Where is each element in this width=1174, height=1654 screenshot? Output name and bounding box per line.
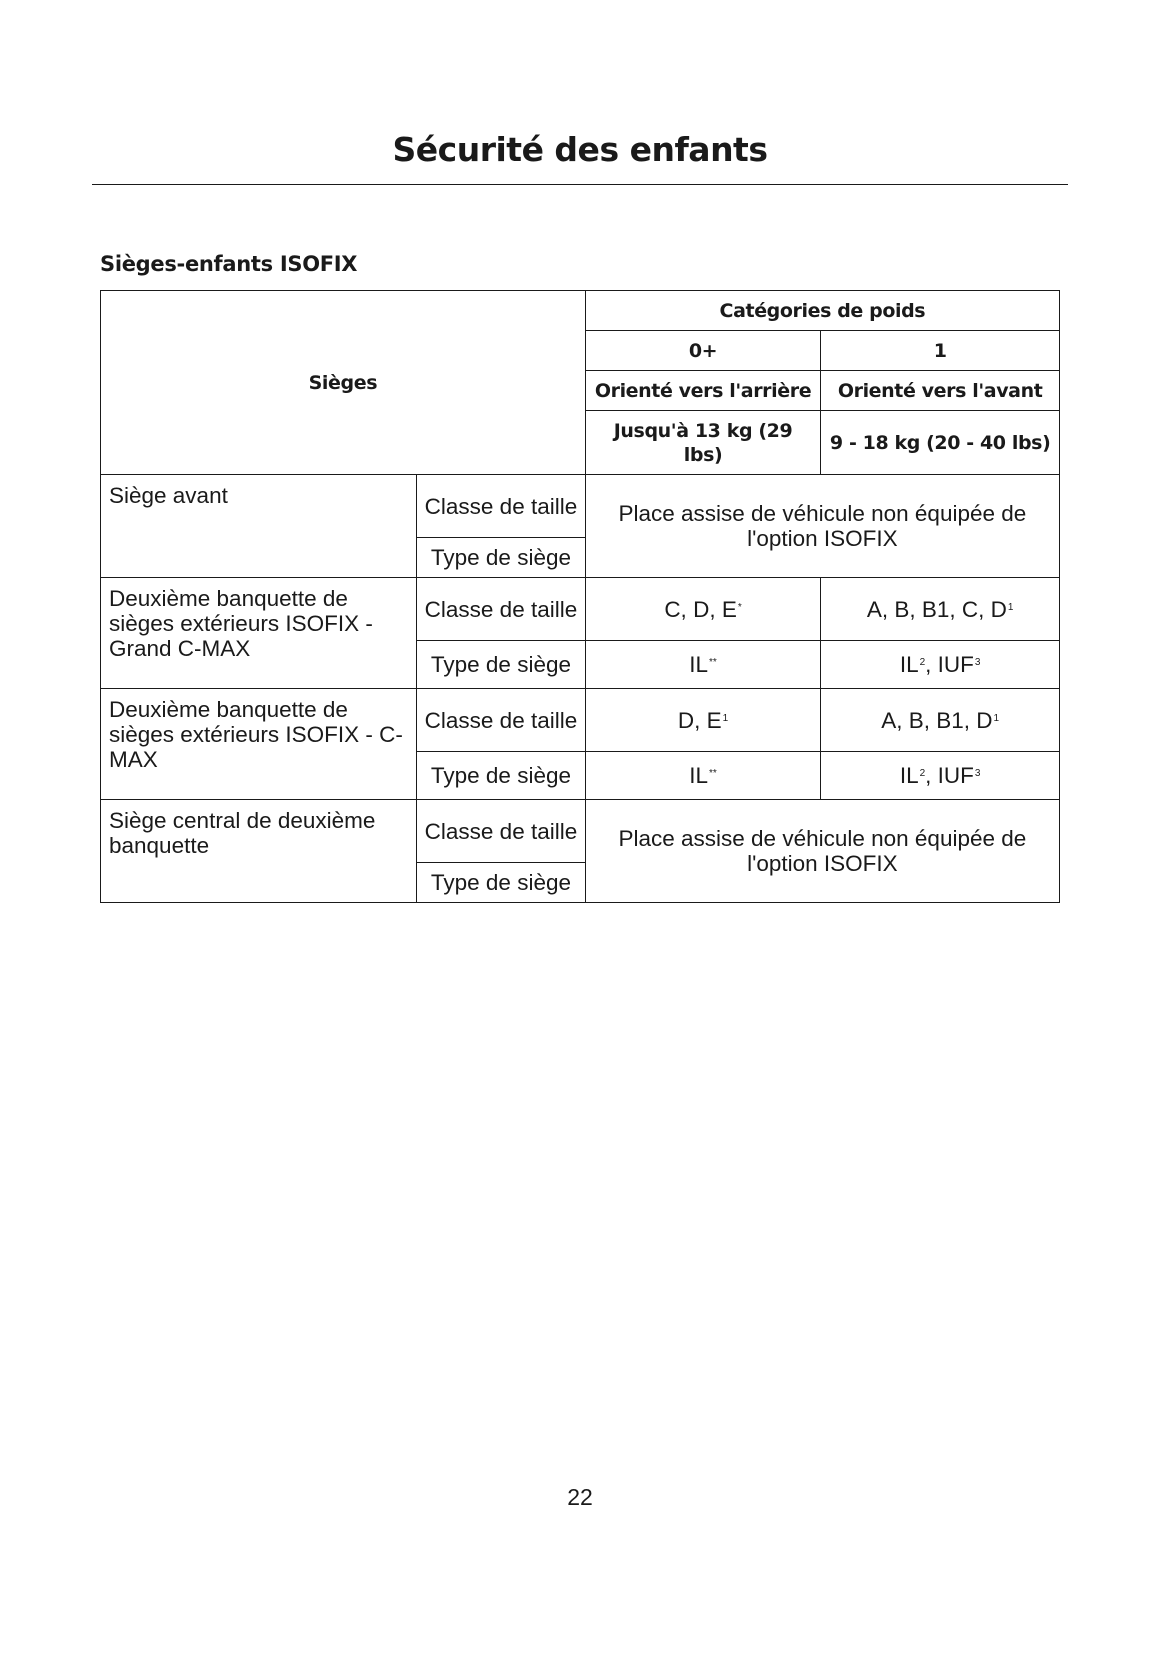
size-class-group-0plus: C, D, E* (585, 578, 820, 641)
table-row (101, 689, 1060, 752)
size-class-label: Classe de taille (417, 689, 586, 752)
seat-type-label: Type de siège (417, 641, 586, 689)
group-0plus-orientation: Orienté vers l'arrière (585, 371, 820, 411)
seat-name: Siège avant (101, 475, 417, 578)
size-class-label: Classe de taille (417, 475, 586, 538)
seats-header: Sièges (101, 291, 586, 475)
size-class-label: Classe de taille (417, 578, 586, 641)
group-1-weight: 9 - 18 kg (20 - 40 lbs) (821, 411, 1060, 475)
seat-type-label: Type de siège (417, 538, 586, 578)
seat-name: Deuxième banquette de sièges extérieurs ISOFIX - Grand C-MAX (101, 578, 417, 689)
seat-name: Siège central de deuxième banquette (101, 800, 417, 903)
table-row (101, 475, 1060, 538)
section-title: Sièges-enfants ISOFIX (100, 252, 358, 276)
size-class-group-0plus: D, $E^1$ (585, 689, 820, 752)
page-number: 22 (567, 1484, 593, 1510)
seat-type-group-1: $IL^2$, IUF$^3$ (821, 641, 1060, 689)
size-class-group-1: A, B, B1, $D^1$ (821, 689, 1060, 752)
seat-name: Deuxième banquette de sièges extérieurs ISOFIX - C-MAX (101, 689, 417, 800)
isofix-table (100, 290, 1060, 903)
group-0plus-header: 0+ (585, 331, 820, 371)
not-equipped-text: Place assise de véhicule non équipée de l'option ISOFIX (585, 800, 1059, 903)
weight-categories-header: Catégories de poids (585, 291, 1059, 331)
size-class-group-1: A, B, B1, C, $D^1$ (821, 578, 1060, 641)
seat-type-label: Type de siège (417, 863, 586, 903)
seat-type-label: Type de siège (417, 752, 586, 800)
group-1-header: 1 (821, 331, 1060, 371)
group-1-orientation: Orienté vers l'avant (821, 371, 1060, 411)
title-divider (92, 184, 1068, 185)
page-title: Sécurité des enfants (392, 130, 768, 169)
group-0plus-weight: Jusqu'à 13 kg (29 lbs) (585, 411, 820, 475)
table-row (101, 578, 1060, 641)
seat-type-group-1: $IL^2$, IUF$^3$ (821, 752, 1060, 800)
not-equipped-text: Place assise de véhicule non équipée de l'option ISOFIX (585, 475, 1059, 578)
table-header-row (101, 291, 1060, 331)
seat-type-group-0plus: IL** (585, 641, 820, 689)
seat-type-group-0plus: IL** (585, 752, 820, 800)
size-class-label: Classe de taille (417, 800, 586, 863)
table-row (101, 800, 1060, 863)
